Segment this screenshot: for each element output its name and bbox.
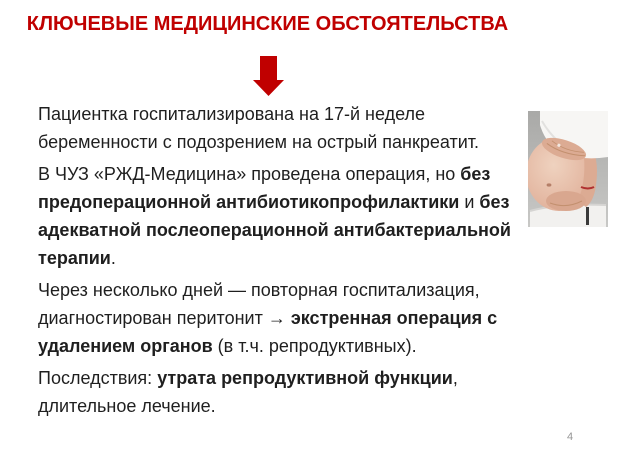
slide-title: КЛЮЧЕВЫЕ МЕДИЦИНСКИЕ ОБСТОЯТЕЛЬСТВА [26, 13, 509, 35]
paragraph: Последствия: утрата репродуктивной функции, длительное лечение. [38, 368, 458, 416]
body-text [38, 100, 522, 424]
paragraph: Пациентка госпитализирована на 17-й неделе беременности с подозрением на острый панкреатит. [38, 104, 480, 152]
page-number: 4 [566, 431, 574, 443]
paragraph: В ЧУЗ «РЖД-Медицина» проведена операция, но без предоперационной антибиотикопрофилактики и без адекватной послеоперационной антибактериальной терапии. [38, 164, 511, 268]
pregnant-woman-photo [528, 111, 608, 227]
down-arrow-icon [249, 55, 289, 97]
paragraph: Через несколько дней — повторная госпитализация, диагностирован перитонит → экстренная операция с удалением органов (в т.ч. репродуктивных). [38, 280, 498, 356]
